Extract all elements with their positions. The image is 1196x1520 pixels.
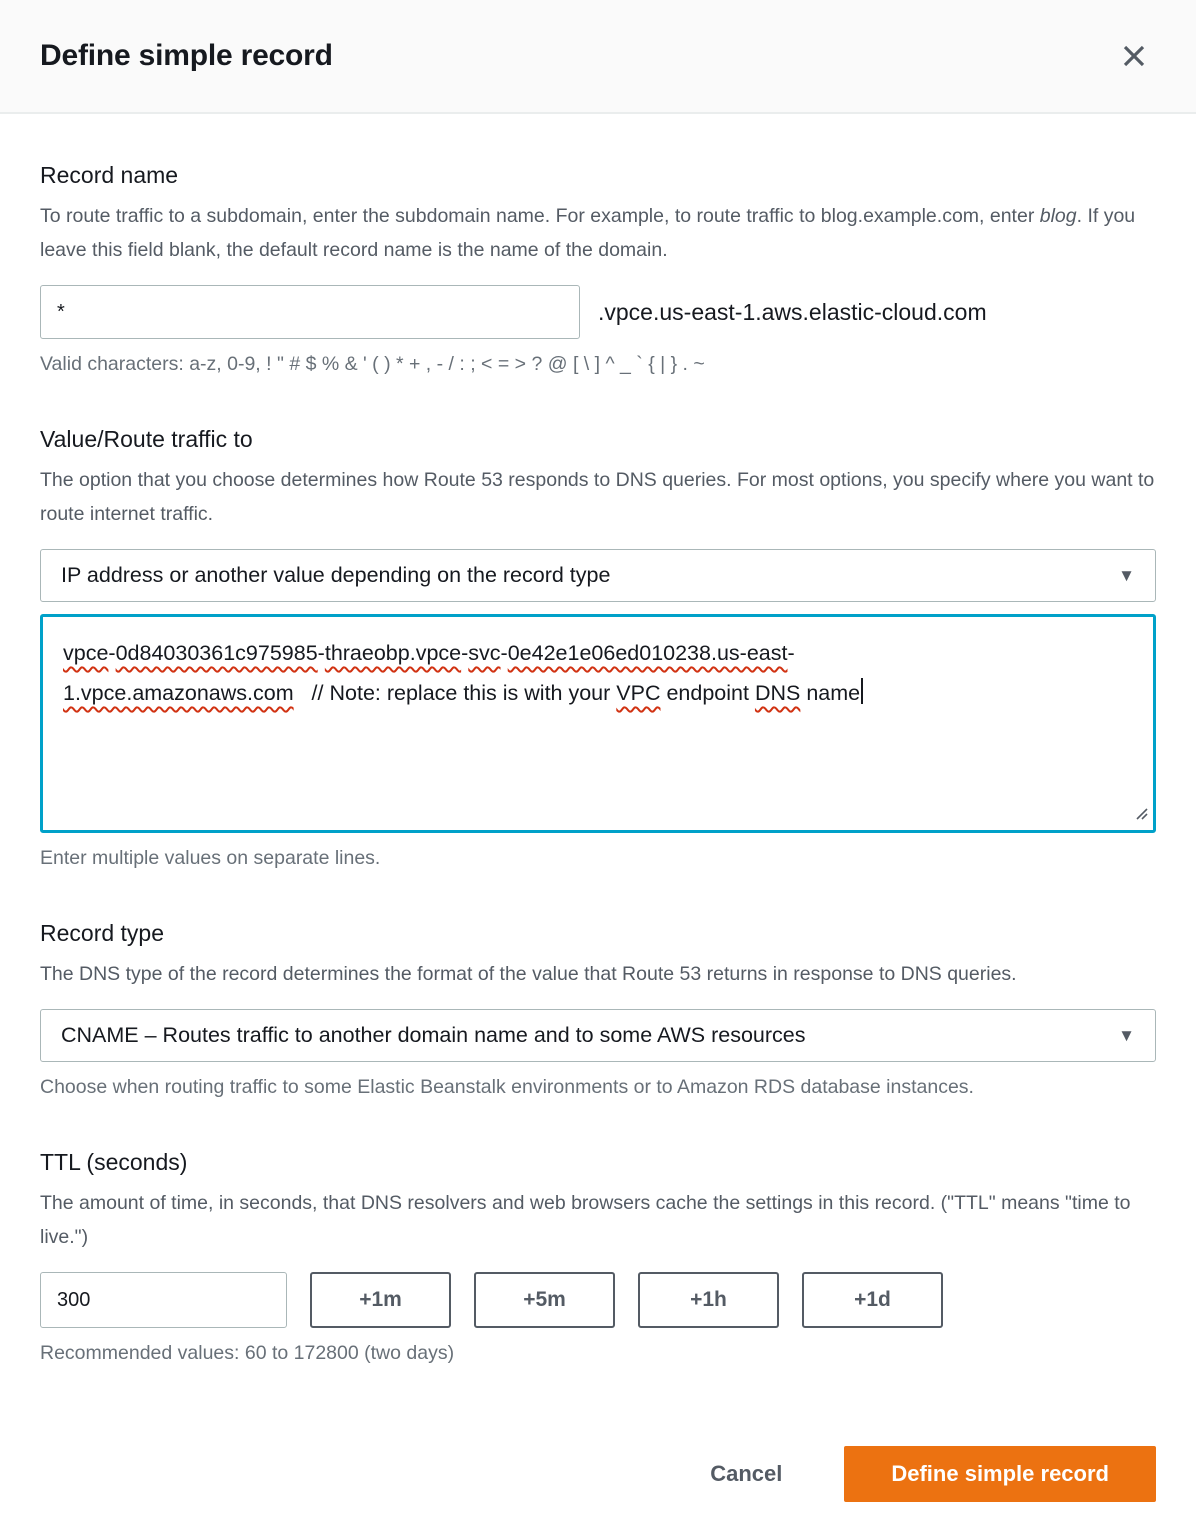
chevron-down-icon: ▼ — [1118, 566, 1135, 585]
define-simple-record-button[interactable]: Define simple record — [844, 1446, 1156, 1502]
record-name-label: Record name — [40, 162, 179, 188]
record-type-helper: Choose when routing traffic to some Elastic Beanstalk environments or to Amazon RDS database instances. — [40, 1076, 974, 1098]
misspelled-text: 1.vpce.amazonaws.com — [63, 681, 294, 705]
multiple-values-helper: Enter multiple values on separate lines. — [40, 847, 381, 869]
dialog-header — [0, 0, 1196, 114]
plain-text: - — [787, 641, 795, 665]
misspelled-text: 0d84030361c975985 — [115, 641, 318, 665]
ttl-label: TTL (seconds) — [40, 1149, 188, 1175]
record-name-row — [40, 285, 1156, 339]
close-icon — [1120, 42, 1148, 70]
plain-text: - — [461, 641, 469, 665]
dialog-footer — [0, 1446, 1196, 1520]
record-type-selected-option: CNAME – Routes traffic to another domain name and to some AWS resources — [61, 1023, 806, 1047]
value-route-section — [40, 426, 1156, 870]
value-textarea[interactable] — [40, 614, 1156, 833]
ttl-row — [40, 1272, 1156, 1328]
ttl-plus-1d-button[interactable]: +1d — [802, 1272, 943, 1328]
dialog-body — [0, 114, 1196, 1394]
chevron-down-icon: ▼ — [1118, 1026, 1135, 1045]
misspelled-text: DNS — [754, 681, 801, 705]
plain-text: - — [500, 641, 508, 665]
close-button[interactable] — [1114, 36, 1154, 76]
ttl-description: The amount of time, in seconds, that DNS resolvers and web browsers cache the settings in this record. ("TTL" means "time to live.") — [40, 1192, 1131, 1248]
value-route-select[interactable] — [40, 549, 1156, 602]
misspelled-text: VPC — [616, 681, 661, 705]
plain-text: - — [108, 641, 116, 665]
plain-text: // Note: replace this is with your — [293, 681, 617, 705]
valid-characters-helper: Valid characters: a-z, 0-9, ! " # $ % & ' ( ) * + , - / : ; < = > ? @ [ \ ] ^ _ ` { | } . ~ — [40, 353, 705, 375]
record-name-section — [40, 162, 1156, 376]
resize-handle-icon[interactable] — [1131, 803, 1149, 826]
misspelled-text: vpce — [63, 641, 109, 665]
ttl-section — [40, 1149, 1156, 1365]
domain-suffix: .vpce.us-east-1.aws.elastic-cloud.com — [598, 298, 987, 325]
value-route-selected-option: IP address or another value depending on the record type — [61, 563, 611, 587]
cancel-button[interactable]: Cancel — [710, 1461, 783, 1486]
blog-italic: blog — [1039, 205, 1077, 227]
record-name-description: To route traffic to a subdomain, enter the subdomain name. For example, to route traffic to blog.example.com, enter blog. If you leave this field blank, the default record name is the name of the domain. — [40, 205, 1136, 261]
misspelled-text: svc — [468, 641, 501, 665]
record-type-description: The DNS type of the record determines the format of the value that Route 53 returns in response to DNS queries. — [40, 963, 1017, 985]
ttl-plus-5m-button[interactable]: +5m — [474, 1272, 615, 1328]
ttl-input[interactable] — [40, 1272, 287, 1328]
misspelled-text: thraeobp.vpce — [324, 641, 462, 665]
text-caret — [861, 678, 863, 704]
record-type-section — [40, 920, 1156, 1099]
record-type-label: Record type — [40, 920, 165, 946]
value-route-description: The option that you choose determines how Route 53 responds to DNS queries. For most options, you specify where you want to route internet traffic. — [40, 469, 1155, 525]
dialog-title: Define simple record — [40, 39, 333, 72]
misspelled-text: 0e42e1e06ed010238.us-east — [507, 641, 788, 665]
plain-text: - — [317, 641, 325, 665]
record-type-select[interactable] — [40, 1009, 1156, 1062]
value-textarea-content — [63, 633, 1133, 713]
plain-text: endpoint — [660, 681, 755, 705]
ttl-plus-1m-button[interactable]: +1m — [310, 1272, 451, 1328]
ttl-plus-1h-button[interactable]: +1h — [638, 1272, 779, 1328]
ttl-recommended-helper: Recommended values: 60 to 172800 (two days) — [40, 1342, 455, 1364]
plain-text: name — [800, 681, 861, 705]
value-route-label: Value/Route traffic to — [40, 426, 253, 452]
record-name-input[interactable] — [40, 285, 580, 339]
